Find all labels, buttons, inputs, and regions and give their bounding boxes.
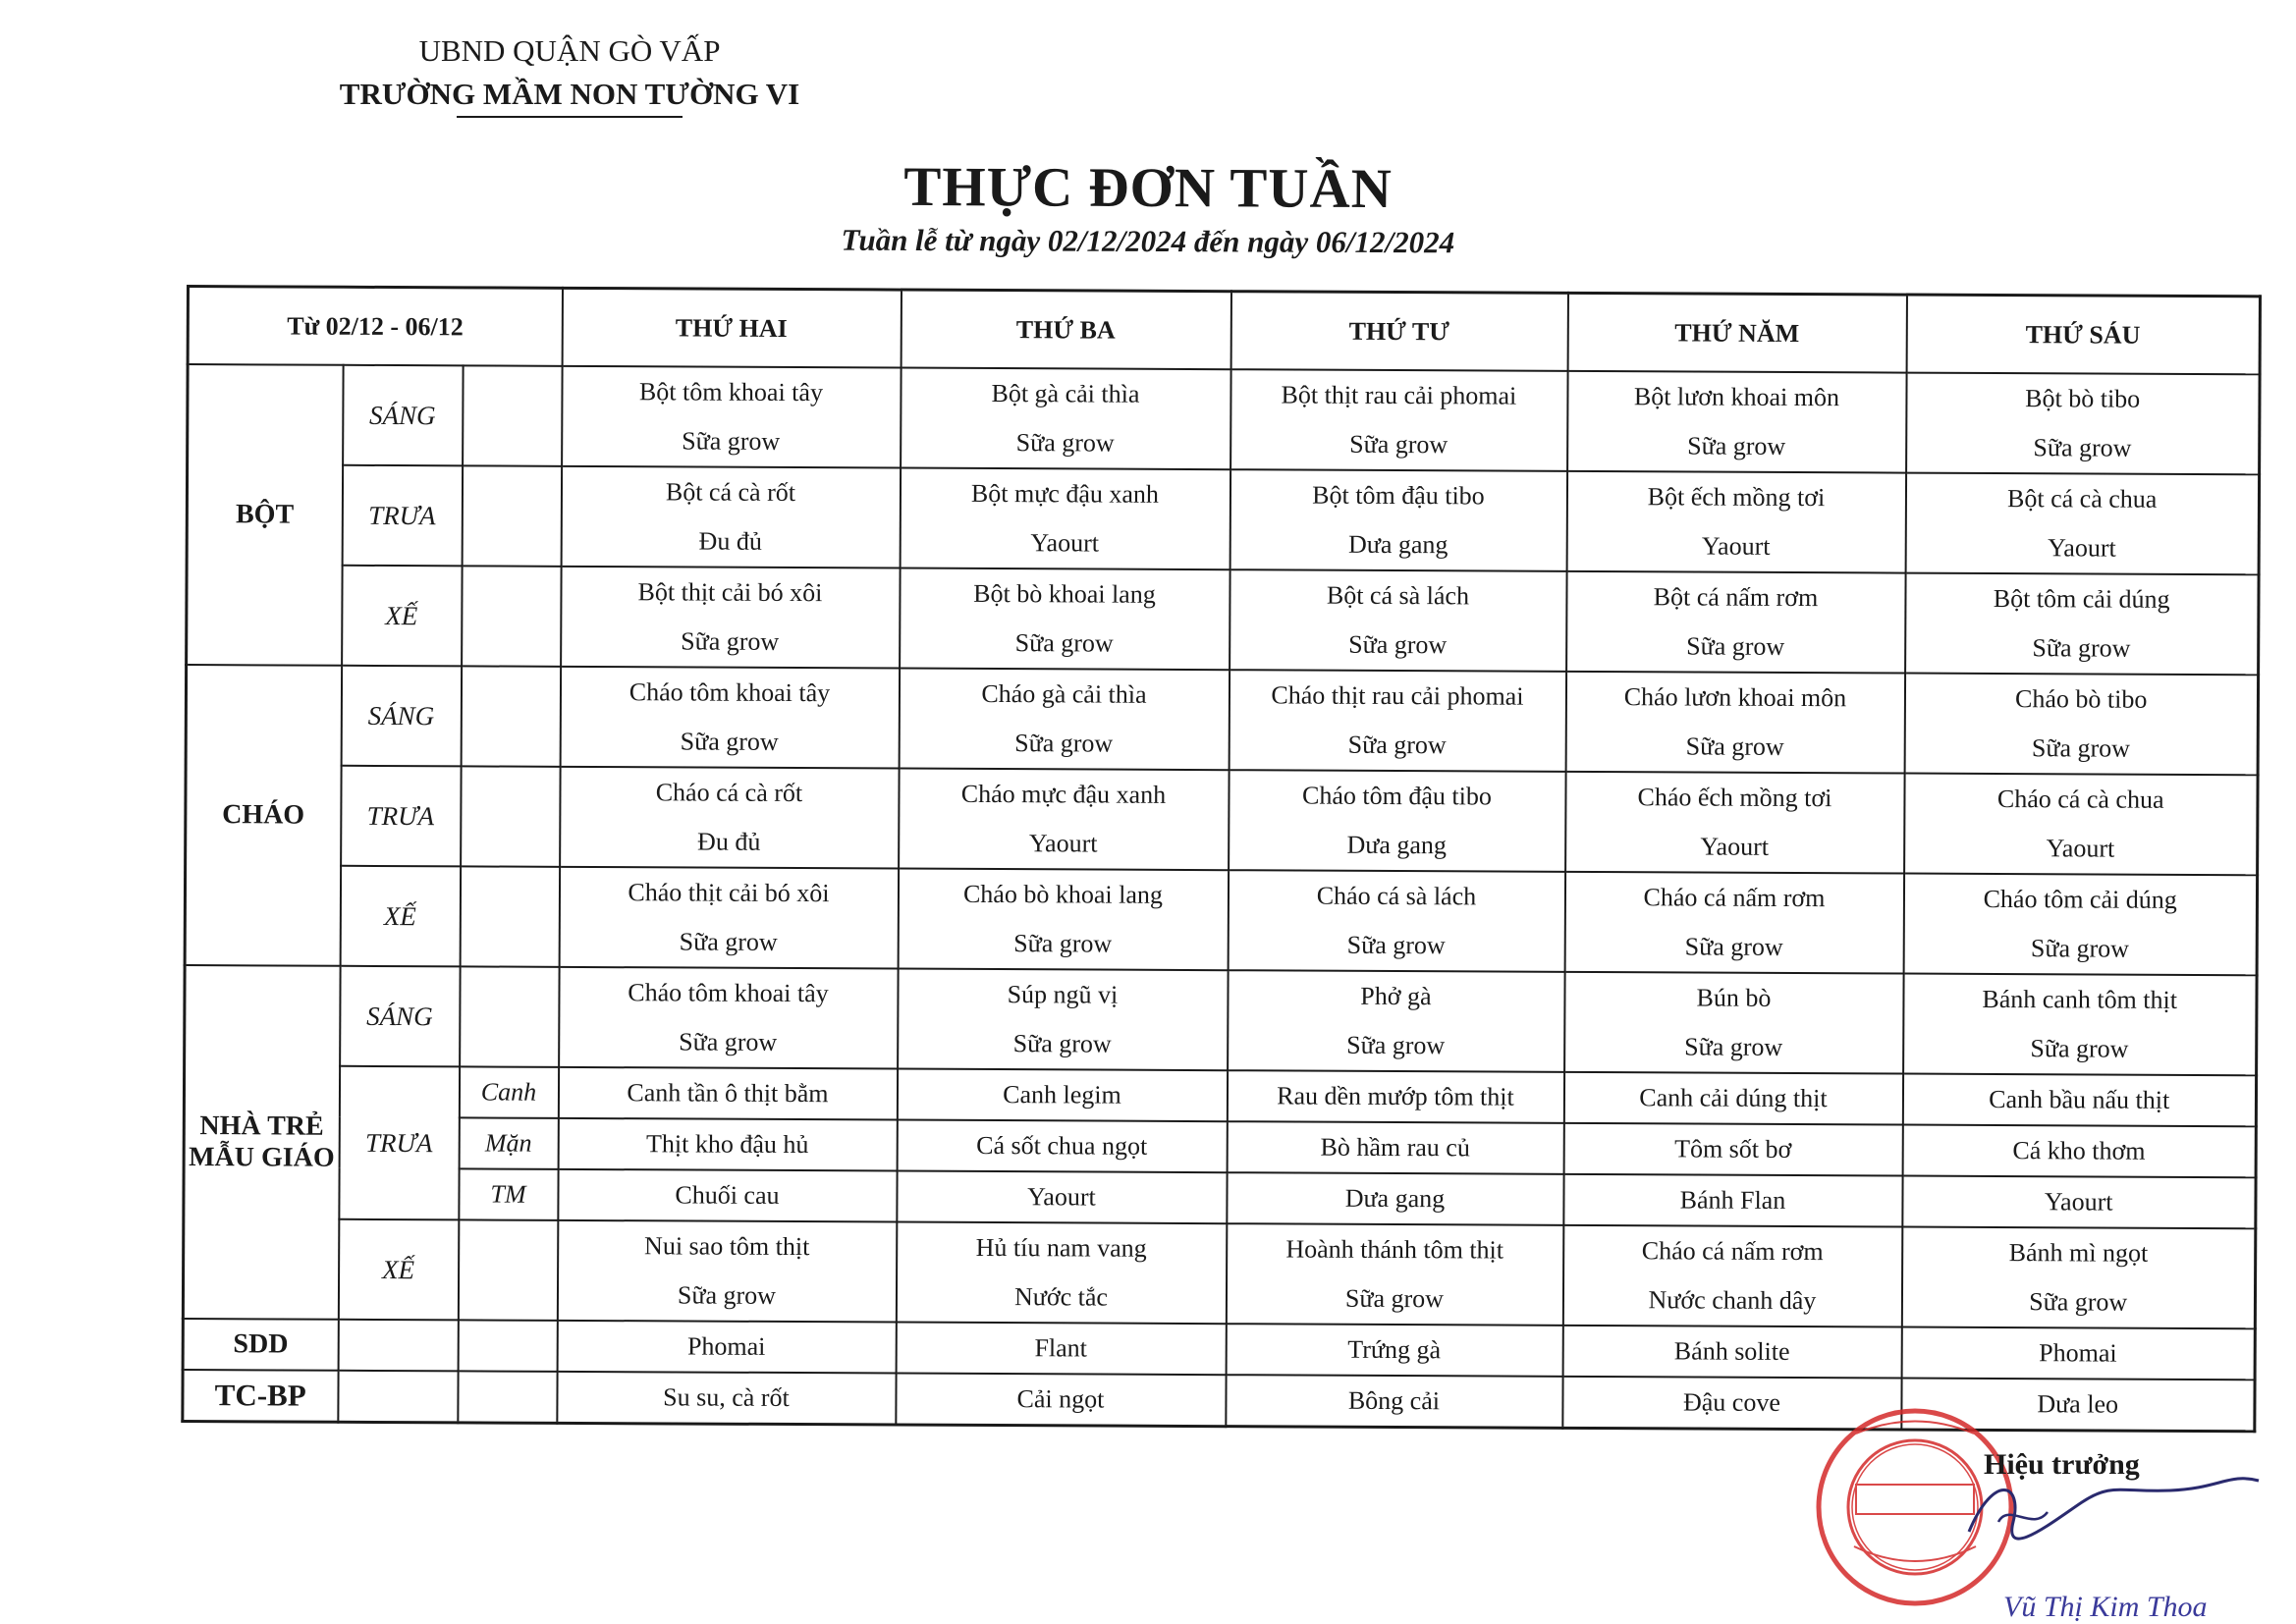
dish-line: Sữa grow <box>681 626 780 656</box>
menu-cell: Chuối cau <box>558 1169 897 1222</box>
menu-cell <box>1906 373 2260 475</box>
dish-line: Sữa grow <box>680 727 779 756</box>
menu-cell <box>900 568 1230 671</box>
menu-cell <box>557 1220 896 1323</box>
menu-cell: Cải ngọt <box>896 1374 1226 1427</box>
dish-line: Bột mực đậu xanh <box>970 478 1160 509</box>
sub-cell <box>460 866 559 966</box>
dish-line: Sữa grow <box>1014 729 1114 758</box>
dish-line: Sữa grow <box>1344 1283 1445 1314</box>
meal-row <box>183 1218 2255 1328</box>
menu-cell <box>1566 571 1905 674</box>
menu-cell: Canh cải dúng thịt <box>1563 1072 1902 1125</box>
day-header: THỨ NĂM <box>1567 293 1906 372</box>
dish-line: Súp ngũ vị <box>1007 980 1119 1009</box>
dish-line: Sữa grow <box>2032 633 2131 663</box>
menu-cell <box>900 468 1230 570</box>
dish-line: Sữa grow <box>1348 629 1448 660</box>
dish-line: Dưa gang <box>1346 830 1448 860</box>
dish-line: Yaourt <box>1700 832 1770 861</box>
header-row <box>188 287 2260 375</box>
group-label: NHÀ TRẺ MẪU GIÁO <box>183 965 340 1320</box>
dish-line: Sữa grow <box>1346 930 1446 960</box>
dish-line: Cháo cá nấm rơm <box>1643 883 1826 913</box>
period-label: XẾ <box>340 866 460 967</box>
official-stamp-icon <box>1797 1375 2269 1610</box>
group-label: BỘT <box>187 364 343 666</box>
sub-cell <box>458 1371 557 1423</box>
menu-cell: Tôm sốt bơ <box>1563 1123 1902 1176</box>
meal-row <box>186 665 2258 775</box>
menu-cell <box>1903 874 2257 976</box>
menu-cell: Yaourt <box>897 1171 1227 1224</box>
menu-cell: Bánh Flan <box>1563 1174 1902 1227</box>
range-label: Từ 02/12 - 06/12 <box>188 287 562 366</box>
dish-line: Bột cá sà lách <box>1326 580 1470 611</box>
menu-cell: Canh bầu nấu thịt <box>1902 1074 2256 1127</box>
menu-cell <box>1228 870 1564 972</box>
dish-line: Nước tắc <box>1013 1282 1109 1312</box>
dish-line: Bột cá nấm rơm <box>1653 582 1819 613</box>
dish-line: Sữa grow <box>1013 929 1113 958</box>
dish-line: Sữa grow <box>2030 1034 2129 1063</box>
menu-cell <box>1564 872 1903 974</box>
dish-line: Cháo cá cà chua <box>1996 785 2164 814</box>
menu-cell <box>1901 1227 2255 1329</box>
menu-cell <box>1565 772 1904 874</box>
dish-line: Bún bò <box>1696 983 1772 1012</box>
menu-cell <box>901 368 1230 470</box>
menu-cell <box>1904 674 2258 776</box>
menu-cell <box>899 669 1229 771</box>
dish-line: Yaourt <box>2046 834 2115 863</box>
menu-cell <box>899 769 1229 871</box>
menu-cell: Trứng gà <box>1226 1324 1562 1377</box>
menu-cell: Dưa leo <box>1901 1379 2255 1432</box>
meal-row <box>185 965 2257 1075</box>
dish-line: Cháo bò tibo <box>2014 684 2148 714</box>
dish-line: Sữa grow <box>1346 1030 1446 1060</box>
dish-line: Sữa grow <box>1014 628 1114 658</box>
menu-cell <box>1904 774 2258 876</box>
sub-cell <box>460 966 559 1066</box>
dish-line: Cháo tôm khoai tây <box>628 978 829 1008</box>
period-cell <box>338 1320 458 1372</box>
menu-cell: Phomai <box>1901 1327 2255 1380</box>
menu-cell <box>1905 473 2259 575</box>
dish-line: Bột tôm cải dúng <box>1993 583 2170 614</box>
menu-cell: Bông cải <box>1226 1375 1562 1428</box>
dish-line: Bột tôm khoai tây <box>638 377 824 407</box>
dish-line: Sữa grow <box>1012 1029 1112 1058</box>
menu-cell <box>898 969 1228 1071</box>
dish-line: Sữa grow <box>1684 1032 1783 1061</box>
dish-line: Cháo cá cà rốt <box>655 778 803 808</box>
dish-line: Yaourt <box>1030 528 1100 558</box>
dish-line: Yaourt <box>2048 533 2116 563</box>
dish-line: Hoành thánh tôm thịt <box>1285 1234 1504 1265</box>
dish-line: Phở gà <box>1360 981 1432 1011</box>
menu-cell <box>1903 974 2257 1076</box>
dish-line: Sữa grow <box>1686 631 1785 661</box>
period-label: TRƯA <box>341 766 461 867</box>
period-cell <box>338 1371 458 1423</box>
title-block <box>0 150 2296 266</box>
meal-row <box>186 765 2258 875</box>
meal-row <box>187 464 2259 574</box>
menu-cell <box>560 667 899 769</box>
menu-cell <box>561 567 900 669</box>
principal-name: Vũ Thị Kim Thoa <box>2003 1591 2208 1623</box>
menu-cell: Phomai <box>557 1321 896 1374</box>
dish-line: Sữa grow <box>679 1027 778 1056</box>
dish-line: Yaourt <box>1028 829 1098 858</box>
dish-line: Sữa grow <box>2029 1287 2128 1317</box>
dish-line: Nui sao tôm thịt <box>644 1231 810 1262</box>
dish-line: Bánh mì ngọt <box>2008 1238 2149 1268</box>
dish-line: Bột cá cà chua <box>2006 484 2158 514</box>
dish-line: Hủ tíu nam vang <box>975 1232 1147 1263</box>
meal-row <box>187 565 2259 675</box>
dish-line: Bánh canh tôm thịt <box>1982 984 2178 1014</box>
sub-label: Canh <box>459 1066 558 1117</box>
group-label: CHÁO <box>185 665 341 966</box>
school-header <box>295 29 845 118</box>
dish-line: Cháo tôm đậu tibo <box>1301 781 1492 811</box>
menu-cell <box>1226 1223 1562 1326</box>
menu-cell: Canh legim <box>897 1069 1227 1122</box>
menu-cell <box>1566 471 1905 573</box>
dish-line: Bột thịt cải bó xôi <box>637 577 823 608</box>
dish-line: Cháo tôm cải dúng <box>1983 884 2177 914</box>
dish-line: Đu đủ <box>698 526 762 556</box>
dish-line: Cháo ếch mồng tơi <box>1637 783 1832 813</box>
dish-line: Bột thịt rau cải phomai <box>1281 380 1517 410</box>
menu-cell: Yaourt <box>1902 1176 2256 1229</box>
meal-row <box>188 364 2260 474</box>
menu-cell: Su su, cà rốt <box>557 1372 896 1425</box>
dish-line: Sữa grow <box>682 426 781 456</box>
sub-cell <box>458 1320 557 1371</box>
dish-line: Bột cá cà rốt <box>665 477 796 508</box>
sub-cell <box>461 666 560 766</box>
menu-cell <box>561 466 900 568</box>
menu-cell: Bánh solite <box>1562 1326 1901 1379</box>
dish-line: Sữa grow <box>1684 932 1783 961</box>
menu-cell <box>1567 371 1906 473</box>
period-label: TRƯA <box>339 1066 460 1220</box>
period-label: XẾ <box>342 566 462 667</box>
day-header: THỨ HAI <box>562 288 901 367</box>
menu-table-wrapper <box>181 285 2262 1433</box>
dish-line: Bột bò tibo <box>2025 384 2141 413</box>
weekly-menu-table <box>181 285 2262 1433</box>
stamp-and-signature <box>1797 1375 2269 1610</box>
page-title: THỰC ĐƠN TUẦN <box>903 155 1393 221</box>
dish-line: Sữa grow <box>2031 733 2131 763</box>
dish-line: Cháo cá nấm rơm <box>1641 1236 1824 1267</box>
menu-cell <box>1228 970 1564 1072</box>
group-label: SDD <box>183 1319 338 1371</box>
menu-cell <box>562 366 901 468</box>
menu-cell: Đậu cove <box>1562 1377 1901 1430</box>
sub-label: TM <box>459 1168 558 1219</box>
menu-cell <box>1230 369 1567 471</box>
dish-line: Yaourt <box>1701 531 1771 561</box>
meal-row <box>185 865 2257 975</box>
dish-line: Sữa grow <box>2033 433 2132 462</box>
menu-cell <box>1229 770 1565 872</box>
dish-line: Cháo gà cải thìa <box>981 678 1147 709</box>
dish-line: Bột bò khoai lang <box>973 578 1156 609</box>
day-header: THỨ BA <box>901 290 1230 369</box>
dish-line: Đu đủ <box>697 827 761 856</box>
dish-line: Bột ếch mồng tơi <box>1647 482 1826 513</box>
dish-line: Cháo thịt cải bó xôi <box>628 878 830 908</box>
sub-cell <box>461 766 560 866</box>
dish-line: Cháo thịt rau cải phomai <box>1271 680 1524 711</box>
menu-cell: Bò hầm rau củ <box>1227 1121 1563 1174</box>
dish-line: Sữa grow <box>1685 731 1784 761</box>
day-header: THỨ SÁU <box>1906 295 2260 374</box>
menu-cell <box>1562 1225 1901 1327</box>
principal-title: Hiệu trưởng <box>1984 1448 2140 1481</box>
sub-cell <box>462 465 561 566</box>
menu-cell: Cá sốt chua ngọt <box>897 1120 1227 1173</box>
school-name: TRƯỜNG MẦM NON TƯỜNG VI <box>339 77 800 111</box>
authority-name: UBND QUẬN GÒ VẤP <box>418 33 721 68</box>
group-label: TC-BP <box>183 1370 338 1422</box>
period-label: SÁNG <box>340 966 460 1067</box>
page-subtitle: Tuần lễ từ ngày 02/12/2024 đến ngày 06/12/2024 <box>841 222 1455 260</box>
sub-cell <box>458 1219 557 1320</box>
dish-line: Bột tôm đậu tibo <box>1312 480 1485 511</box>
dish-line: Nước chanh dây <box>1648 1285 1817 1316</box>
period-label: SÁNG <box>341 666 461 767</box>
menu-cell <box>1230 469 1566 571</box>
menu-cell <box>898 869 1228 971</box>
dish-line: Cháo mực đậu xanh <box>960 779 1167 809</box>
menu-cell <box>1905 573 2259 676</box>
sub-cell <box>463 365 562 465</box>
menu-cell <box>1564 972 1903 1074</box>
dish-line: Sữa grow <box>1015 428 1115 458</box>
menu-cell <box>1230 569 1566 672</box>
dish-line: Dưa gang <box>1347 529 1449 560</box>
header-underline <box>457 116 683 118</box>
dish-line: Bột gà cải thìa <box>991 379 1140 408</box>
dish-line: Cháo bò khoai lang <box>962 879 1163 909</box>
sub-label: Mặn <box>459 1117 558 1168</box>
dish-line: Bột lươn khoai môn <box>1633 382 1840 412</box>
sub-cell <box>462 566 561 666</box>
menu-cell: Thịt kho đậu hủ <box>558 1118 897 1171</box>
menu-cell <box>896 1222 1226 1325</box>
menu-cell <box>560 767 899 869</box>
dish-line: Sữa grow <box>1687 431 1786 460</box>
menu-cell: Canh tần ô thịt bằm <box>558 1067 897 1120</box>
period-label: TRƯA <box>342 465 462 567</box>
dish-line: Sữa grow <box>677 1280 777 1310</box>
dish-line: Cháo cá sà lách <box>1316 881 1477 911</box>
dish-line: Sữa grow <box>679 927 778 956</box>
menu-cell <box>1229 670 1565 772</box>
dish-line: Cháo tôm khoai tây <box>629 677 831 708</box>
menu-cell: Rau dền mướp tôm thịt <box>1227 1070 1563 1123</box>
menu-cell <box>1565 672 1904 774</box>
menu-cell: Dưa gang <box>1227 1172 1563 1225</box>
menu-cell: Cá kho thơm <box>1902 1125 2256 1178</box>
period-label: SÁNG <box>343 365 463 466</box>
dish-line: Sữa grow <box>1349 429 1449 460</box>
dish-line: Sữa grow <box>2030 934 2130 963</box>
period-label: XẾ <box>338 1219 458 1321</box>
menu-cell: Flant <box>896 1323 1226 1376</box>
dish-line: Cháo lươn khoai môn <box>1623 682 1847 713</box>
dish-line: Sữa grow <box>1347 730 1447 760</box>
menu-cell <box>559 867 898 969</box>
menu-cell <box>559 967 898 1069</box>
day-header: THỨ TƯ <box>1230 292 1567 371</box>
